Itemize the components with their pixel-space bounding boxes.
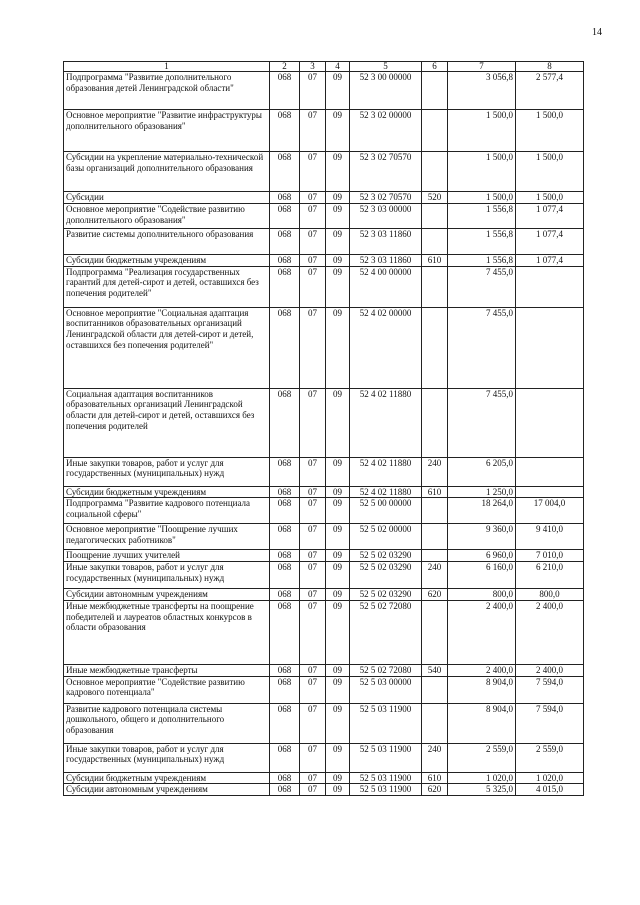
row-value-cell: 068 — [270, 110, 300, 152]
row-value-cell: 09 — [326, 152, 350, 192]
row-value-cell: 52 5 03 11900 — [350, 743, 422, 772]
row-value-cell — [422, 307, 448, 388]
row-value-cell: 520 — [422, 192, 448, 204]
row-value-cell: 52 3 03 00000 — [350, 204, 422, 229]
row-name-cell: Основное мероприятие "Социальная адаптация воспитанников образовательных организаций Ленинградской области для детей-сирот и детей, оставшихся без попечения родителей" — [64, 307, 270, 388]
row-value-cell: 07 — [300, 192, 326, 204]
column-header: 7 — [448, 62, 516, 72]
row-value-cell: 540 — [422, 664, 448, 676]
row-value-cell: 07 — [300, 498, 326, 524]
table-row — [64, 772, 584, 784]
row-value-cell: 068 — [270, 664, 300, 676]
row-value-cell: 068 — [270, 772, 300, 784]
row-value-cell: 07 — [300, 255, 326, 267]
row-value-cell — [422, 388, 448, 457]
row-value-cell: 9 410,0 — [516, 524, 584, 550]
row-value-cell: 07 — [300, 486, 326, 498]
row-value-cell: 3 056,8 — [448, 72, 516, 110]
row-value-cell: 52 5 02 72080 — [350, 664, 422, 676]
row-value-cell: 52 4 02 00000 — [350, 307, 422, 388]
row-value-cell: 52 5 03 11900 — [350, 772, 422, 784]
row-value-cell: 1 500,0 — [516, 152, 584, 192]
row-name-cell: Иные закупки товаров, работ и услуг для государственных (муниципальных) нужд — [64, 743, 270, 772]
row-value-cell — [422, 110, 448, 152]
row-name-cell: Развитие системы дополнительного образования — [64, 229, 270, 255]
column-header: 3 — [300, 62, 326, 72]
row-value-cell: 4 015,0 — [516, 784, 584, 796]
row-value-cell: 068 — [270, 229, 300, 255]
row-value-cell: 068 — [270, 152, 300, 192]
row-value-cell: 1 077,4 — [516, 255, 584, 267]
row-value-cell: 09 — [326, 229, 350, 255]
column-header: 2 — [270, 62, 300, 72]
row-value-cell: 07 — [300, 676, 326, 703]
row-value-cell: 09 — [326, 562, 350, 589]
row-value-cell: 068 — [270, 784, 300, 796]
row-value-cell — [422, 524, 448, 550]
row-value-cell: 07 — [300, 266, 326, 307]
row-value-cell: 1 250,0 — [448, 486, 516, 498]
row-value-cell: 068 — [270, 388, 300, 457]
row-value-cell: 2 400,0 — [448, 600, 516, 664]
table-row — [64, 192, 584, 204]
row-value-cell: 068 — [270, 676, 300, 703]
row-value-cell: 09 — [326, 486, 350, 498]
column-header: 5 — [350, 62, 422, 72]
row-value-cell: 1 500,0 — [448, 192, 516, 204]
row-value-cell — [516, 266, 584, 307]
row-value-cell: 09 — [326, 457, 350, 486]
row-value-cell: 7 455,0 — [448, 307, 516, 388]
row-value-cell: 52 5 02 00000 — [350, 524, 422, 550]
row-value-cell: 8 904,0 — [448, 703, 516, 743]
row-value-cell: 5 325,0 — [448, 784, 516, 796]
row-value-cell: 1 500,0 — [448, 110, 516, 152]
row-value-cell: 6 160,0 — [448, 562, 516, 589]
row-value-cell: 068 — [270, 457, 300, 486]
row-value-cell: 800,0 — [448, 589, 516, 601]
row-value-cell — [422, 229, 448, 255]
row-value-cell: 1 077,4 — [516, 204, 584, 229]
row-value-cell: 1 556,8 — [448, 255, 516, 267]
row-value-cell: 09 — [326, 676, 350, 703]
table-row — [64, 703, 584, 743]
row-value-cell: 52 3 02 70570 — [350, 152, 422, 192]
row-value-cell: 52 5 02 72080 — [350, 600, 422, 664]
row-name-cell: Иные межбюджетные трансферты на поощрение победителей и лауреатов областных конкурсов в области образования — [64, 600, 270, 664]
row-value-cell: 09 — [326, 266, 350, 307]
row-value-cell: 52 3 02 00000 — [350, 110, 422, 152]
row-value-cell: 09 — [326, 772, 350, 784]
row-value-cell: 2 559,0 — [448, 743, 516, 772]
row-value-cell: 17 004,0 — [516, 498, 584, 524]
row-value-cell: 800,0 — [516, 589, 584, 601]
row-value-cell: 52 3 00 00000 — [350, 72, 422, 110]
table-row — [64, 743, 584, 772]
row-value-cell: 1 500,0 — [516, 192, 584, 204]
row-value-cell: 52 3 02 70570 — [350, 192, 422, 204]
row-value-cell — [516, 486, 584, 498]
row-value-cell — [422, 703, 448, 743]
row-name-cell: Подпрограмма "Развитие кадрового потенциала социальной сферы" — [64, 498, 270, 524]
header-row — [64, 62, 584, 72]
row-value-cell: 07 — [300, 204, 326, 229]
row-value-cell: 1 500,0 — [448, 152, 516, 192]
row-value-cell: 1 020,0 — [516, 772, 584, 784]
row-name-cell: Основное мероприятие "Развитие инфраструктуры дополнительного образования" — [64, 110, 270, 152]
row-value-cell: 07 — [300, 152, 326, 192]
budget-table — [63, 61, 584, 796]
row-value-cell: 8 904,0 — [448, 676, 516, 703]
row-value-cell: 068 — [270, 703, 300, 743]
row-value-cell: 6 960,0 — [448, 550, 516, 562]
row-name-cell: Субсидии бюджетным учреждениям — [64, 772, 270, 784]
row-value-cell: 09 — [326, 664, 350, 676]
row-name-cell: Иные закупки товаров, работ и услуг для государственных (муниципальных) нужд — [64, 562, 270, 589]
row-value-cell: 240 — [422, 743, 448, 772]
row-value-cell: 09 — [326, 600, 350, 664]
row-value-cell: 07 — [300, 600, 326, 664]
row-name-cell: Основное мероприятие "Содействие развитию дополнительного образования" — [64, 204, 270, 229]
row-value-cell: 52 5 02 03290 — [350, 550, 422, 562]
row-value-cell — [516, 457, 584, 486]
row-value-cell: 068 — [270, 524, 300, 550]
row-value-cell: 068 — [270, 743, 300, 772]
table-row — [64, 110, 584, 152]
row-value-cell: 09 — [326, 498, 350, 524]
row-value-cell: 07 — [300, 784, 326, 796]
row-value-cell: 1 556,8 — [448, 229, 516, 255]
row-name-cell: Субсидии бюджетным учреждениям — [64, 486, 270, 498]
row-name-cell: Субсидии бюджетным учреждениям — [64, 255, 270, 267]
row-value-cell: 1 556,8 — [448, 204, 516, 229]
table-row — [64, 72, 584, 110]
row-value-cell: 610 — [422, 772, 448, 784]
row-value-cell: 07 — [300, 664, 326, 676]
table-row — [64, 486, 584, 498]
row-name-cell: Подпрограмма "Реализация государственных гарантий для детей-сирот и детей, оставшихся без попечения родителей" — [64, 266, 270, 307]
row-value-cell: 068 — [270, 307, 300, 388]
row-value-cell: 6 210,0 — [516, 562, 584, 589]
row-value-cell — [422, 266, 448, 307]
row-name-cell: Подпрограмма "Развитие дополнительного образования детей Ленинградской области" — [64, 72, 270, 110]
row-value-cell — [422, 676, 448, 703]
row-value-cell: 52 5 02 03290 — [350, 589, 422, 601]
row-value-cell: 09 — [326, 255, 350, 267]
row-value-cell: 068 — [270, 562, 300, 589]
row-value-cell: 52 4 02 11880 — [350, 457, 422, 486]
row-value-cell: 52 3 03 11860 — [350, 229, 422, 255]
row-value-cell: 09 — [326, 110, 350, 152]
column-header: 8 — [516, 62, 584, 72]
row-value-cell: 240 — [422, 562, 448, 589]
row-value-cell: 09 — [326, 784, 350, 796]
row-value-cell — [422, 204, 448, 229]
table-row — [64, 550, 584, 562]
row-value-cell: 2 559,0 — [516, 743, 584, 772]
table-row — [64, 600, 584, 664]
row-value-cell — [516, 307, 584, 388]
row-value-cell: 09 — [326, 703, 350, 743]
row-value-cell: 2 400,0 — [516, 600, 584, 664]
column-header: 1 — [64, 62, 270, 72]
row-value-cell: 07 — [300, 457, 326, 486]
table-row — [64, 266, 584, 307]
row-value-cell: 52 4 02 11880 — [350, 486, 422, 498]
row-name-cell: Иные закупки товаров, работ и услуг для государственных (муниципальных) нужд — [64, 457, 270, 486]
row-value-cell: 09 — [326, 72, 350, 110]
row-value-cell: 068 — [270, 600, 300, 664]
row-value-cell: 9 360,0 — [448, 524, 516, 550]
row-value-cell: 07 — [300, 562, 326, 589]
table-row — [64, 307, 584, 388]
row-name-cell: Развитие кадрового потенциала системы дошкольного, общего и дополнительного образования — [64, 703, 270, 743]
row-value-cell: 18 264,0 — [448, 498, 516, 524]
row-value-cell: 09 — [326, 524, 350, 550]
row-value-cell: 620 — [422, 589, 448, 601]
row-value-cell: 2 577,4 — [516, 72, 584, 110]
row-value-cell: 52 5 03 11900 — [350, 784, 422, 796]
table-row — [64, 524, 584, 550]
row-value-cell: 1 020,0 — [448, 772, 516, 784]
row-name-cell: Субсидии автономным учреждениям — [64, 589, 270, 601]
row-value-cell: 07 — [300, 307, 326, 388]
row-value-cell: 068 — [270, 589, 300, 601]
row-value-cell: 52 5 00 00000 — [350, 498, 422, 524]
row-value-cell: 7 455,0 — [448, 266, 516, 307]
row-value-cell: 068 — [270, 486, 300, 498]
row-value-cell — [422, 72, 448, 110]
row-value-cell: 07 — [300, 72, 326, 110]
row-value-cell: 07 — [300, 524, 326, 550]
row-value-cell: 068 — [270, 255, 300, 267]
row-value-cell: 07 — [300, 388, 326, 457]
row-value-cell: 610 — [422, 486, 448, 498]
row-value-cell: 610 — [422, 255, 448, 267]
table-row — [64, 589, 584, 601]
row-value-cell: 52 4 00 00000 — [350, 266, 422, 307]
row-value-cell: 07 — [300, 550, 326, 562]
row-value-cell: 240 — [422, 457, 448, 486]
row-value-cell: 7 455,0 — [448, 388, 516, 457]
row-value-cell: 1 500,0 — [516, 110, 584, 152]
row-value-cell: 52 5 03 00000 — [350, 676, 422, 703]
table-row — [64, 562, 584, 589]
table-row — [64, 255, 584, 267]
row-value-cell — [422, 550, 448, 562]
row-value-cell: 068 — [270, 550, 300, 562]
row-name-cell: Субсидии автономным учреждениям — [64, 784, 270, 796]
row-value-cell: 068 — [270, 192, 300, 204]
row-name-cell: Основное мероприятие "Поощрение лучших педагогических работников" — [64, 524, 270, 550]
row-value-cell: 7 594,0 — [516, 703, 584, 743]
row-name-cell: Субсидии на укрепление материально-технической базы организаций дополнительного образования — [64, 152, 270, 192]
row-value-cell: 07 — [300, 703, 326, 743]
row-value-cell: 52 5 03 11900 — [350, 703, 422, 743]
row-value-cell: 07 — [300, 589, 326, 601]
row-value-cell: 07 — [300, 743, 326, 772]
row-name-cell: Иные межбюджетные трансферты — [64, 664, 270, 676]
row-value-cell: 620 — [422, 784, 448, 796]
row-value-cell: 6 205,0 — [448, 457, 516, 486]
table-row — [64, 664, 584, 676]
table-row — [64, 676, 584, 703]
table-row — [64, 457, 584, 486]
table-row — [64, 784, 584, 796]
row-value-cell: 068 — [270, 204, 300, 229]
table-row — [64, 152, 584, 192]
row-value-cell: 52 4 02 11880 — [350, 388, 422, 457]
row-value-cell: 7 594,0 — [516, 676, 584, 703]
row-value-cell — [422, 152, 448, 192]
row-value-cell: 52 3 03 11860 — [350, 255, 422, 267]
row-name-cell: Основное мероприятие "Содействие развитию кадрового потенциала" — [64, 676, 270, 703]
row-value-cell — [422, 498, 448, 524]
row-value-cell: 068 — [270, 72, 300, 110]
row-name-cell: Поощрение лучших учителей — [64, 550, 270, 562]
row-value-cell — [516, 388, 584, 457]
row-value-cell: 2 400,0 — [516, 664, 584, 676]
row-name-cell: Субсидии — [64, 192, 270, 204]
row-value-cell: 07 — [300, 110, 326, 152]
row-value-cell: 09 — [326, 550, 350, 562]
column-header: 4 — [326, 62, 350, 72]
row-value-cell — [422, 600, 448, 664]
row-value-cell: 7 010,0 — [516, 550, 584, 562]
row-value-cell: 09 — [326, 192, 350, 204]
row-value-cell: 09 — [326, 743, 350, 772]
row-value-cell: 1 077,4 — [516, 229, 584, 255]
page-number: 14 — [592, 27, 602, 38]
row-value-cell: 09 — [326, 388, 350, 457]
row-value-cell: 068 — [270, 498, 300, 524]
row-value-cell: 2 400,0 — [448, 664, 516, 676]
table-row — [64, 229, 584, 255]
row-value-cell: 52 5 02 03290 — [350, 562, 422, 589]
row-value-cell: 09 — [326, 589, 350, 601]
row-value-cell: 09 — [326, 204, 350, 229]
row-name-cell: Социальная адаптация воспитанников образовательных организаций Ленинградской области для детей-сирот и детей, оставшихся без попечения родителей — [64, 388, 270, 457]
row-value-cell: 07 — [300, 229, 326, 255]
row-value-cell: 068 — [270, 266, 300, 307]
row-value-cell: 09 — [326, 307, 350, 388]
column-header: 6 — [422, 62, 448, 72]
row-value-cell: 07 — [300, 772, 326, 784]
table-row — [64, 388, 584, 457]
table-row — [64, 204, 584, 229]
table-row — [64, 498, 584, 524]
